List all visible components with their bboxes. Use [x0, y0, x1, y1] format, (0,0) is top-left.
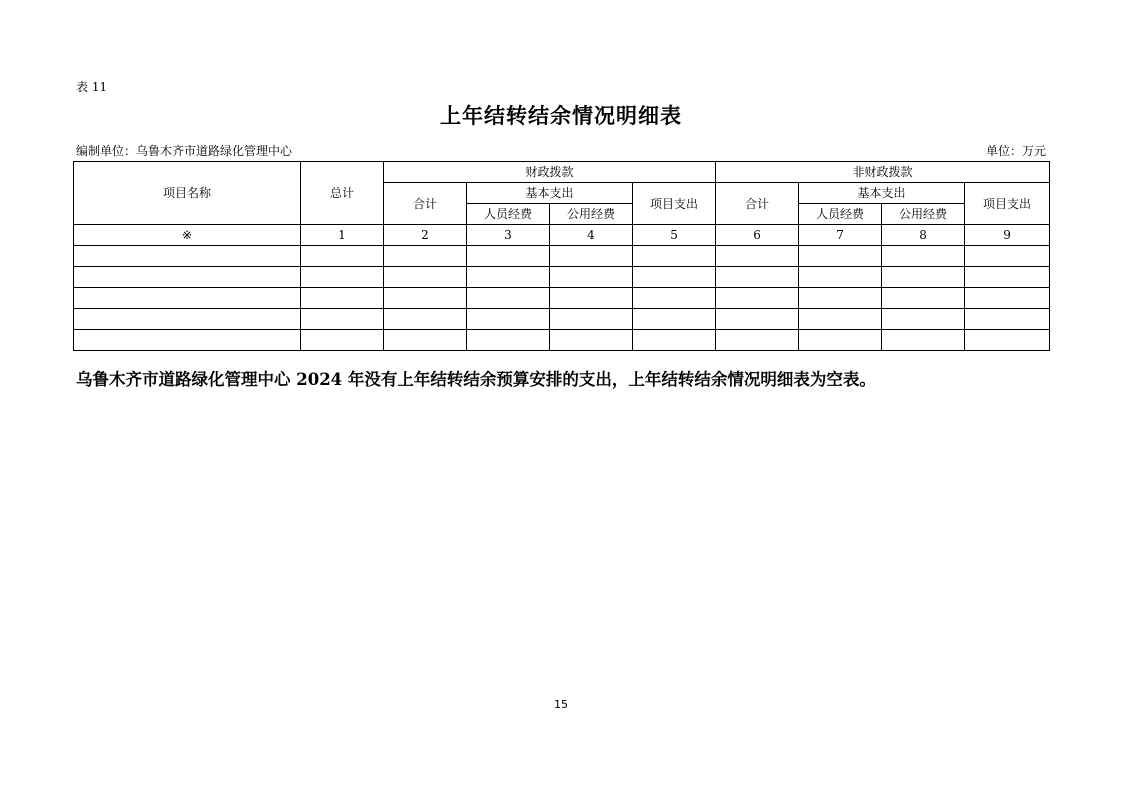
empty-cell — [882, 267, 965, 288]
empty-cell — [716, 267, 799, 288]
empty-cell — [550, 309, 633, 330]
empty-cell — [965, 267, 1050, 288]
empty-rows — [74, 246, 1050, 351]
empty-cell — [74, 267, 301, 288]
index-cell: 8 — [882, 225, 965, 246]
carryover-balance-table — [73, 161, 1050, 351]
empty-cell — [882, 330, 965, 351]
header-nonfiscal-basic: 基本支出 — [799, 183, 965, 204]
index-cell: 5 — [633, 225, 716, 246]
page-title: 上年结转结余情况明细表 — [440, 104, 682, 128]
empty-cell — [965, 309, 1050, 330]
empty-cell — [384, 267, 467, 288]
index-row — [74, 225, 1050, 246]
index-cell: 1 — [301, 225, 384, 246]
empty-cell — [74, 330, 301, 351]
empty-cell — [799, 246, 882, 267]
empty-table-note: 乌鲁木齐市道路绿化管理中心 2024 年没有上年结转结余预算安排的支出，上年结转结余情况明细表为空表。 — [76, 370, 876, 389]
index-cell: 4 — [550, 225, 633, 246]
empty-cell — [384, 246, 467, 267]
header-fiscal-project: 项目支出 — [633, 183, 716, 225]
empty-cell — [301, 330, 384, 351]
empty-cell — [716, 246, 799, 267]
empty-cell — [301, 267, 384, 288]
empty-cell — [882, 288, 965, 309]
table-row — [74, 330, 1050, 351]
empty-cell — [550, 330, 633, 351]
header-nonfiscal-project: 项目支出 — [965, 183, 1050, 225]
table-row — [74, 267, 1050, 288]
table-row — [74, 246, 1050, 267]
index-cell: 9 — [965, 225, 1050, 246]
empty-cell — [74, 246, 301, 267]
header-row-1 — [74, 162, 1050, 183]
empty-cell — [633, 246, 716, 267]
unit-label: 单位：万元 — [985, 144, 1046, 158]
index-cell: 7 — [799, 225, 882, 246]
empty-cell — [633, 267, 716, 288]
empty-cell — [716, 330, 799, 351]
header-total: 总计 — [301, 162, 384, 225]
empty-cell — [633, 330, 716, 351]
table-number: 表 11 — [76, 80, 108, 94]
empty-cell — [550, 246, 633, 267]
empty-cell — [716, 309, 799, 330]
empty-cell — [633, 288, 716, 309]
empty-cell — [965, 246, 1050, 267]
table-row — [74, 288, 1050, 309]
empty-cell — [633, 309, 716, 330]
empty-cell — [301, 246, 384, 267]
header-nonfiscal-group: 非财政拨款 — [716, 162, 1050, 183]
empty-cell — [882, 246, 965, 267]
header-fiscal-group: 财政拨款 — [384, 162, 716, 183]
empty-cell — [467, 288, 550, 309]
empty-cell — [467, 330, 550, 351]
empty-cell — [799, 288, 882, 309]
empty-cell — [550, 267, 633, 288]
index-cell: 2 — [384, 225, 467, 246]
empty-cell — [384, 309, 467, 330]
empty-cell — [74, 309, 301, 330]
empty-cell — [467, 309, 550, 330]
empty-cell — [301, 309, 384, 330]
empty-cell — [301, 288, 384, 309]
empty-cell — [965, 288, 1050, 309]
header-fiscal-personnel: 人员经费 — [467, 204, 550, 225]
empty-cell — [467, 267, 550, 288]
index-cell: 3 — [467, 225, 550, 246]
empty-cell — [799, 267, 882, 288]
header-fiscal-public: 公用经费 — [550, 204, 633, 225]
empty-cell — [74, 288, 301, 309]
index-cell: ※ — [74, 225, 301, 246]
table-row — [74, 309, 1050, 330]
organization-label: 编制单位：乌鲁木齐市道路绿化管理中心 — [76, 144, 293, 158]
empty-cell — [799, 330, 882, 351]
header-nonfiscal-personnel: 人员经费 — [799, 204, 882, 225]
empty-cell — [716, 288, 799, 309]
empty-cell — [965, 330, 1050, 351]
empty-cell — [799, 309, 882, 330]
index-cell: 6 — [716, 225, 799, 246]
empty-cell — [384, 330, 467, 351]
header-nonfiscal-public: 公用经费 — [882, 204, 965, 225]
empty-cell — [882, 309, 965, 330]
header-item-name: 项目名称 — [74, 162, 301, 225]
empty-cell — [467, 246, 550, 267]
header-fiscal-basic: 基本支出 — [467, 183, 633, 204]
page-number: 15 — [554, 698, 568, 711]
empty-cell — [550, 288, 633, 309]
header-fiscal-subtotal: 合计 — [384, 183, 467, 225]
empty-cell — [384, 288, 467, 309]
header-nonfiscal-subtotal: 合计 — [716, 183, 799, 225]
